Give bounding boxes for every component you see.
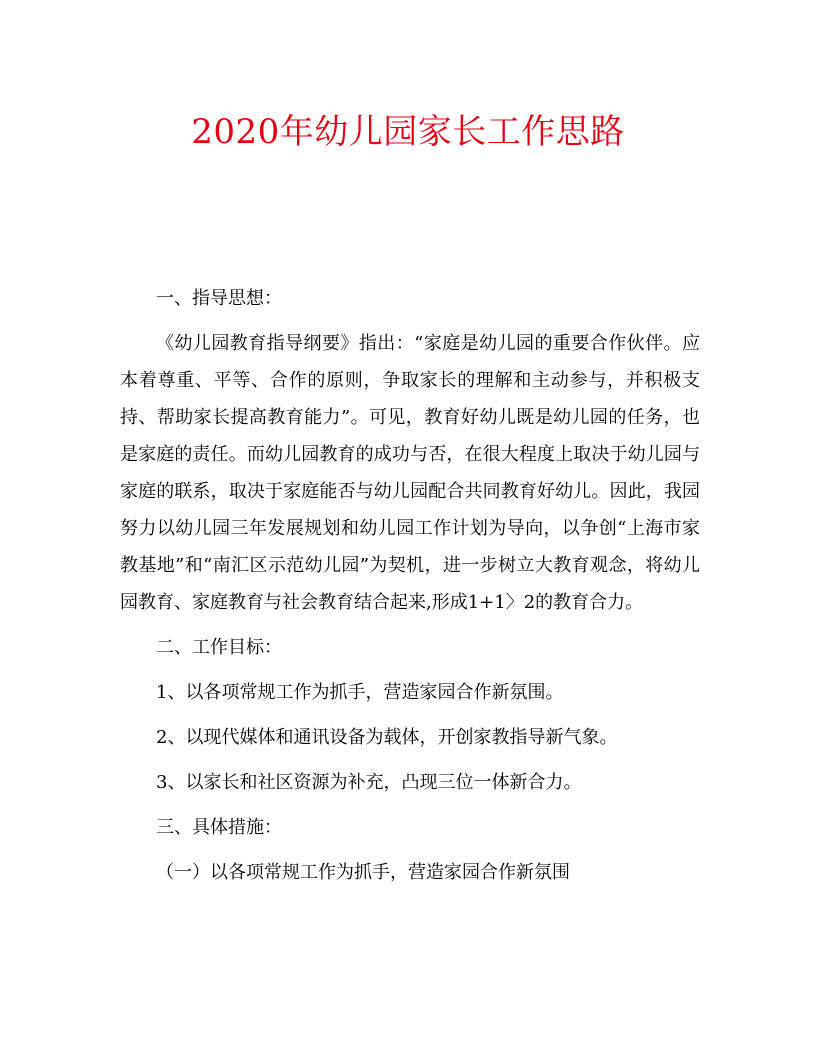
section-heading-work-goals: 二、工作目标： [156, 637, 282, 658]
document-title: 2020年幼儿园家长工作思路 [191, 112, 625, 152]
measures-subheading-1: （一）以各项常规工作为抓手，营造家园合作新氛围 [156, 862, 570, 883]
document-body [120, 280, 700, 891]
work-goal-item-2: 2、以现代媒体和通讯设备为载体，开创家教指导新气象。 [156, 727, 618, 748]
guiding-ideology-paragraph: 《幼儿园教育指导纲要》指出：“家庭是幼儿园的重要合作伙伴。应本着尊重、平等、合作的原则，争取家长的理解和主动参与，并积极支持、帮助家长提高教育能力”。可见，教育好幼儿既是幼儿园的任务，也是家庭的责任。而幼儿园教育的成功与否，在很大程度上取决于幼儿园与家庭的联系，取决于家庭能否与幼儿园配合共同教育好幼儿。因此，我园努力以幼儿园三年发展规划和幼儿园工作计划为导向，以争创“上海市家教基地”和“南汇区示范幼儿园”为契机，进一步树立大教育观念，将幼儿园教育、家庭教育与社会教育结合起来,形成1+1〉2的教育合力。 [120, 333, 700, 613]
work-goal-item-1: 1、以各项常规工作为抓手，营造家园合作新氛围。 [156, 682, 564, 703]
work-goal-item-3: 3、以家长和社区资源为补充，凸现三位一体新合力。 [156, 772, 582, 793]
section-heading-specific-measures: 三、具体措施： [156, 817, 282, 838]
section-heading-guiding-ideology: 一、指导思想： [156, 288, 282, 309]
